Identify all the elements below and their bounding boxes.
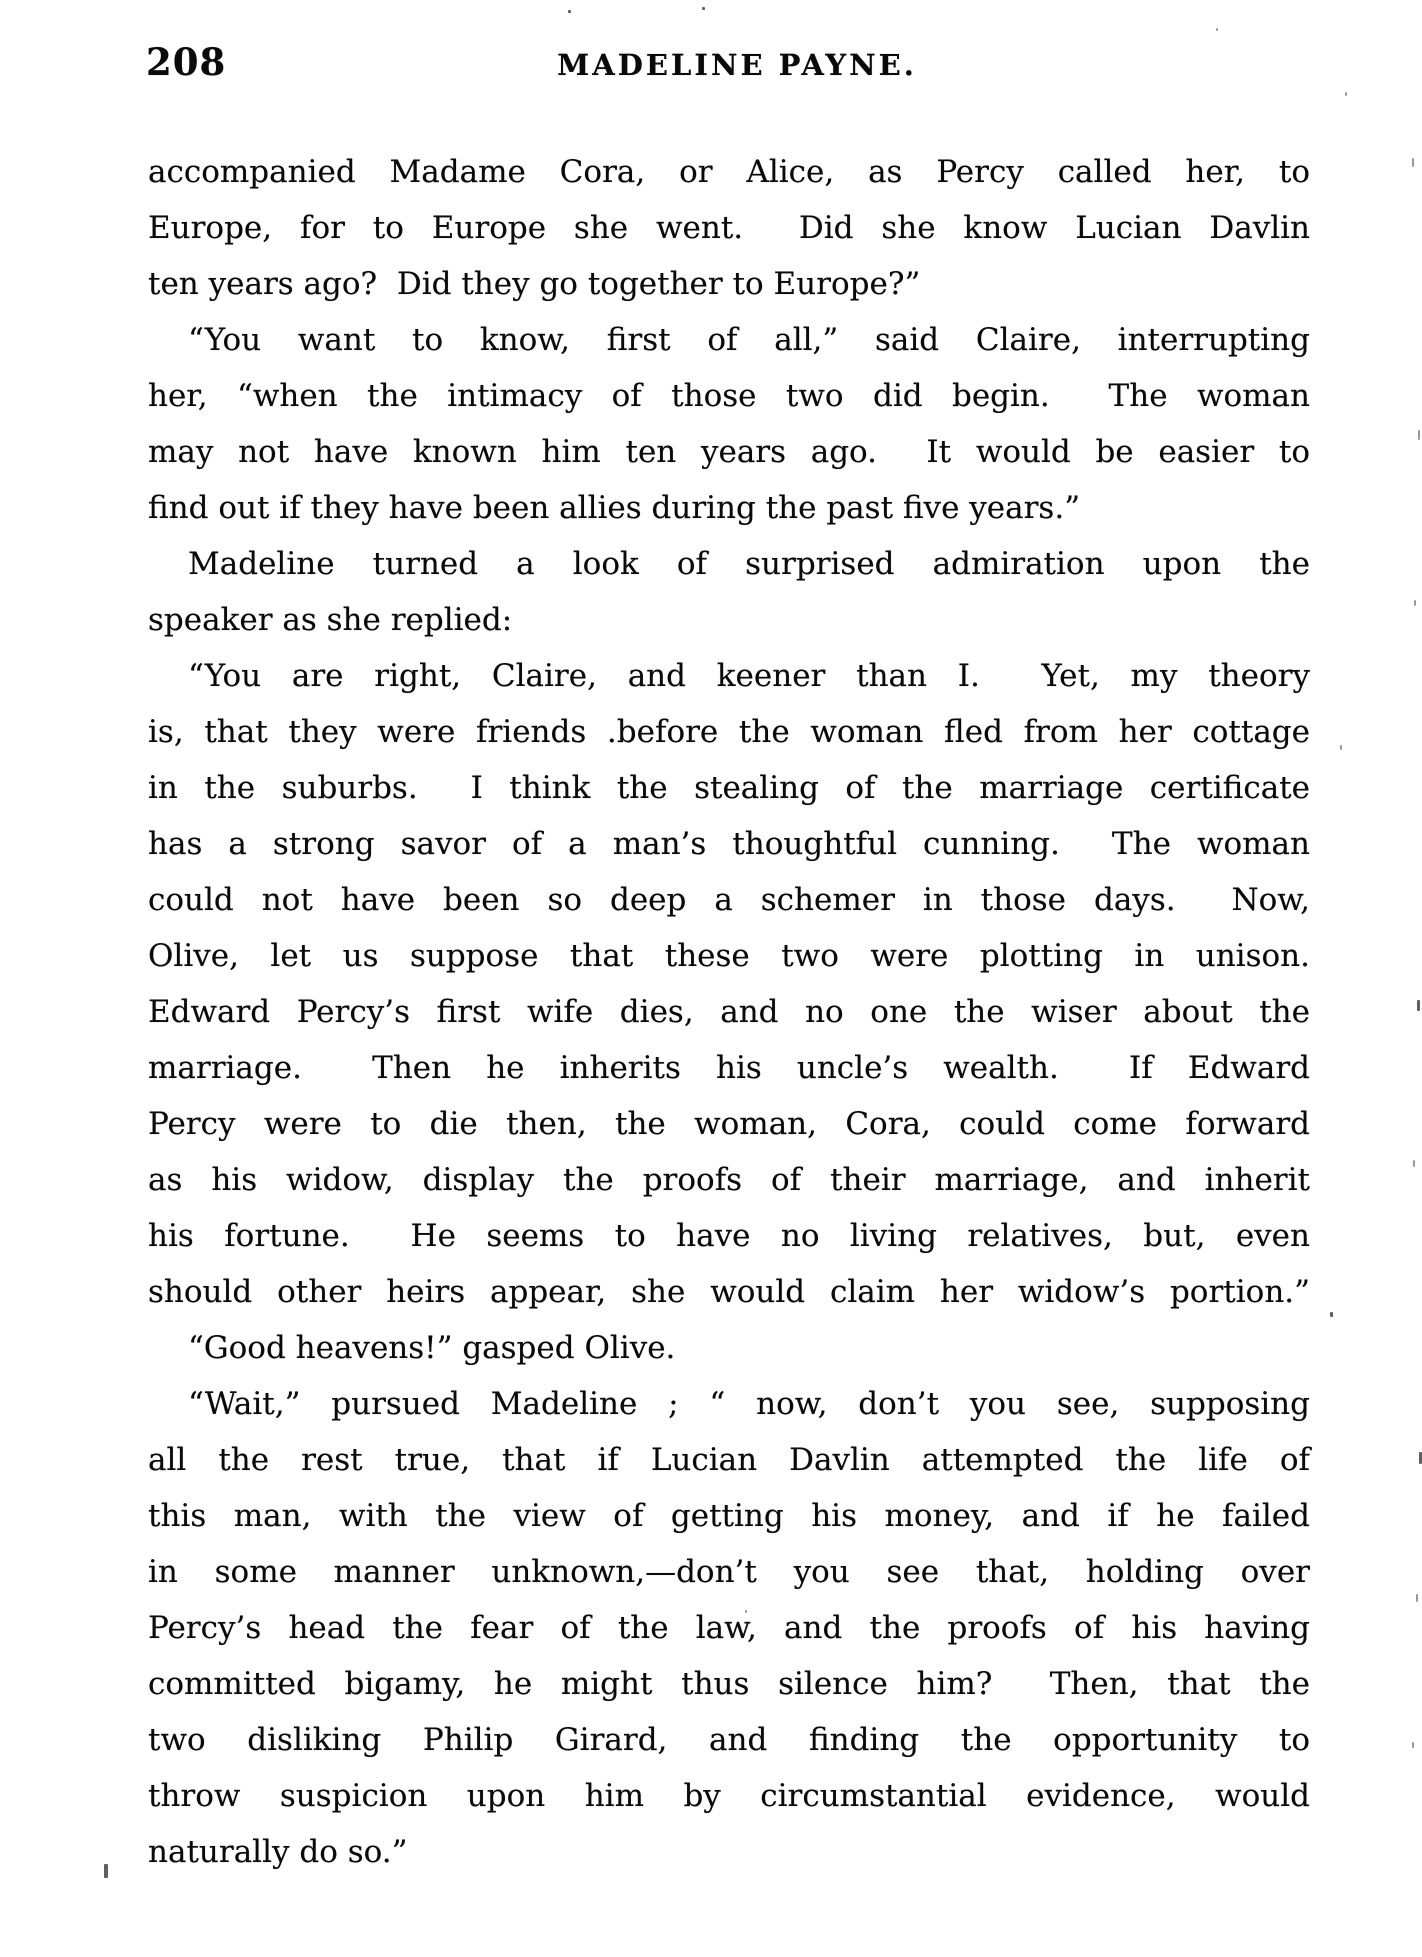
scan-speck [745, 1610, 747, 1613]
text-line: has a strong savor of a man’s thoughtful cunning. The woman [148, 826, 1310, 862]
text-line: all the rest true, that if Lucian Davlin attempted the life of [148, 1442, 1310, 1478]
text-line: Europe, for to Europe she went. Did she know Lucian Davlin [148, 210, 1310, 246]
scan-speck [702, 7, 705, 10]
scan-speck [1418, 430, 1420, 440]
text-line: this man, with the view of getting his money, and if he failed [148, 1498, 1310, 1534]
scan-speck [1414, 600, 1416, 606]
text-line: in the suburbs. I think the stealing of the marriage certificate [148, 770, 1310, 806]
scan-speck [1412, 1742, 1414, 1748]
scan-speck [1330, 1312, 1333, 1317]
text-line: “You are right, Claire, and keener than I. Yet, my theory [188, 658, 1310, 694]
text-line: accompanied Madame Cora, or Alice, as Percy called her, to [148, 154, 1310, 190]
scan-speck [568, 10, 571, 13]
text-line: Percy’s head the fear of the law, and the proofs of his having [148, 1610, 1310, 1646]
text-line: speaker as she replied: [148, 602, 513, 638]
text-line: should other heirs appear, she would claim her widow’s portion.” [148, 1274, 1310, 1310]
text-line: as his widow, display the proofs of their marriage, and inherit [148, 1162, 1310, 1198]
body-text [148, 144, 1310, 1880]
text-line: Olive, let us suppose that these two were plotting in unison. [148, 938, 1310, 974]
text-line: Edward Percy’s first wife dies, and no one the wiser about the [148, 994, 1310, 1030]
scan-speck [1216, 28, 1218, 31]
scan-speck [104, 1864, 108, 1878]
scan-speck [1340, 745, 1342, 750]
text-line: in some manner unknown,—don’t you see that, holding over [148, 1554, 1310, 1590]
page-number: 208 [146, 40, 227, 84]
text-line: ten years ago? Did they go together to Europe?” [148, 266, 921, 302]
text-line: his fortune. He seems to have no living relatives, but, even [148, 1218, 1310, 1254]
text-line: Percy were to die then, the woman, Cora, could come forward [148, 1106, 1310, 1142]
running-title: MADELINE PAYNE. [557, 48, 917, 82]
scan-speck [1413, 1160, 1415, 1167]
text-line: naturally do so.” [148, 1834, 408, 1870]
text-line: “Wait,” pursued Madeline ; “ now, don’t you see, supposing [188, 1386, 1310, 1422]
text-line: “Good heavens!” gasped Olive. [188, 1330, 676, 1366]
text-line: two disliking Philip Girard, and finding the opportunity to [148, 1722, 1310, 1758]
text-line: her, “when the intimacy of those two did begin. The woman [148, 378, 1310, 414]
scan-speck [1416, 1594, 1418, 1602]
text-line: may not have known him ten years ago. It would be easier to [148, 434, 1310, 470]
scan-speck [1417, 1000, 1420, 1011]
text-line: marriage. Then he inherits his uncle’s wealth. If Edward [148, 1050, 1310, 1086]
text-line: Madeline turned a look of surprised admiration upon the [188, 546, 1310, 582]
scan-speck [1345, 92, 1347, 96]
text-line: “You want to know, first of all,” said Claire, interrupting [188, 322, 1310, 358]
text-line: throw suspicion upon him by circumstantial evidence, would [148, 1778, 1310, 1814]
text-line: is, that they were friends .before the woman fled from her cottage [148, 714, 1310, 750]
text-line: committed bigamy, he might thus silence him? Then, that the [148, 1666, 1310, 1702]
text-line: could not have been so deep a schemer in those days. Now, [148, 882, 1310, 918]
text-line: find out if they have been allies during the past five years.” [148, 490, 1081, 526]
scan-speck [1412, 158, 1414, 167]
